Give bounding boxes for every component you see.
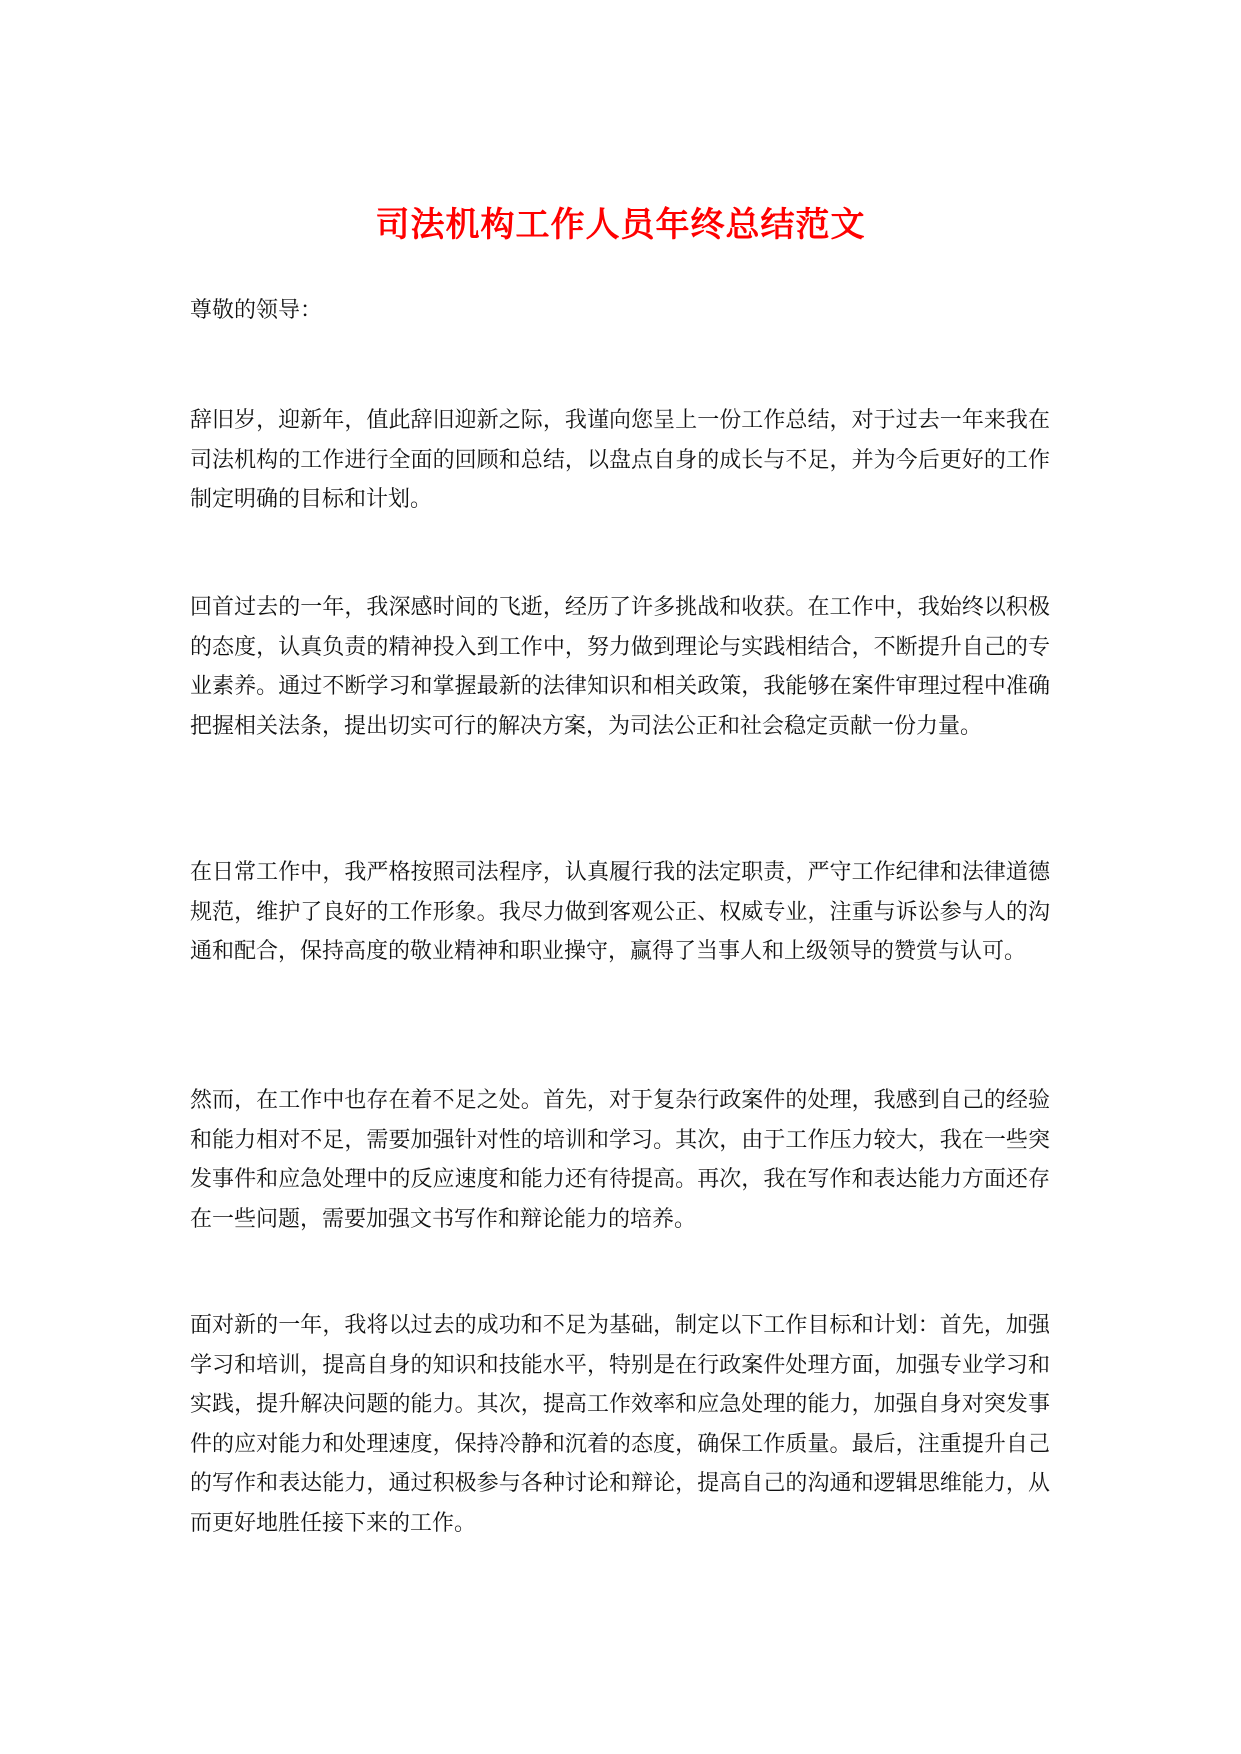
salutation: 尊敬的领导：: [190, 298, 323, 323]
paragraph-4: 然而，在工作中也存在着不足之处。首先，对于复杂行政案件的处理，我感到自己的经验和能力相对不足，需要加强针对性的培训和学习。其次，由于工作压力较大，我在一些突发事件和应急处理中的反应速度和能力还有待提高。再次，我在写作和表达能力方面还存在一些问题，需要加强文书写作和辩论能力的培养。: [190, 1088, 1050, 1232]
document-title: 司法机构工作人员年终总结范文: [375, 204, 866, 245]
paragraph-5: 面对新的一年，我将以过去的成功和不足为基础，制定以下工作目标和计划：首先，加强学习和培训，提高自身的知识和技能水平，特别是在行政案件处理方面，加强专业学习和实践，提升解决问题的能力。其次，提高工作效率和应急处理的能力，加强自身对突发事件的应对能力和处理速度，保持冷静和沉着的态度，确保工作质量。最后，注重提升自己的写作和表达能力，通过积极参与各种讨论和辩论，提高自己的沟通和逻辑思维能力，从而更好地胜任接下来的工作。: [190, 1313, 1050, 1536]
paragraph-3: 在日常工作中，我严格按照司法程序，认真履行我的法定职责，严守工作纪律和法律道德规范，维护了良好的工作形象。我尽力做到客观公正、权威专业，注重与诉讼参与人的沟通和配合，保持高度的敬业精神和职业操守，赢得了当事人和上级领导的赞赏与认可。: [190, 860, 1050, 964]
paragraph-1: 辞旧岁，迎新年，值此辞旧迎新之际，我谨向您呈上一份工作总结，对于过去一年来我在司法机构的工作进行全面的回顾和总结，以盘点自身的成长与不足，并为今后更好的工作制定明确的目标和计划。: [190, 408, 1050, 512]
paragraph-2: 回首过去的一年，我深感时间的飞逝，经历了许多挑战和收获。在工作中，我始终以积极的态度，认真负责的精神投入到工作中，努力做到理论与实践相结合，不断提升自己的专业素养。通过不断学习和掌握最新的法律知识和相关政策，我能够在案件审理过程中准确把握相关法条，提出切实可行的解决方案，为司法公正和社会稳定贡献一份力量。: [190, 595, 1050, 739]
